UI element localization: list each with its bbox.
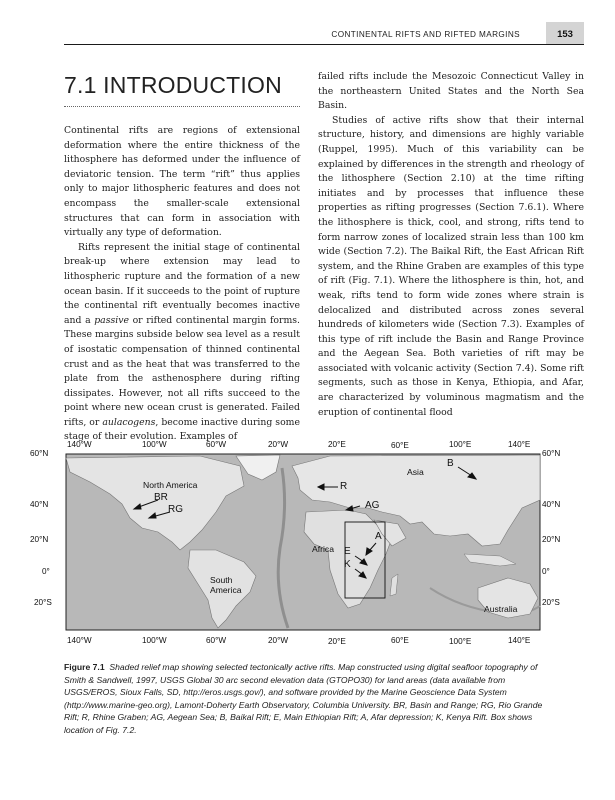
right-column xyxy=(318,70,584,420)
lat-label-left-1: 60°N xyxy=(30,449,49,458)
lat-label-right-2: 40°N xyxy=(542,500,561,509)
caption-text: Shaded relief map showing selected tectonically active rifts. Map constructed using digital seafloor topography of Smith & Sandwell, 1997, USGS Global 30 arc second elevation data (GTOPO30) for land areas (data available from USGS/EROS, Sioux Falls, SD, http://eros.usgs.gov/), and software provided by the Marine Geoscience Data System (http://www.marine-geo.org), Lamont-Doherty Earth Observatory, Columbia University. BR, Basin and Range; RG, Rio Grande Rift; R, Rhine Graben; AG, Aegean Sea; B, Baikal Rift; E, Main Ethiopian Rift; A, Afar depression; K, Kenya Rift. Box shows location of Fig. 7.2. xyxy=(64,662,543,735)
rift-label-br: BR xyxy=(154,492,168,503)
lon-label-top-7: 100°E xyxy=(449,440,472,449)
lon-label-bottom-7: 100°E xyxy=(449,637,472,646)
lon-label-top-8: 140°E xyxy=(508,440,531,449)
figure-caption xyxy=(64,661,558,737)
rift-label-a: A xyxy=(375,531,382,542)
page-number: 153 xyxy=(546,22,584,44)
lon-label-bottom-6: 60°E xyxy=(391,636,409,645)
shaded-relief-map xyxy=(30,438,590,660)
rift-label-rg: RG xyxy=(168,504,183,515)
rift-label-b: B xyxy=(447,458,454,469)
right-paragraph-2: Studies of active rifts show that their internal structure, history, and dimensions are highly variable (Ruppel, 1995). Much of this variability can be explained by differences in the strength and rheology of the lithosphere (Section 2.10) at the time rifting initiates and by processes that influence these properties as rifting progresses (Section 7.6.1). Where the lithosphere is thick, cool, and strong, rifts tend to form narrow zones of localized strain less than 100 km wide (Section 7.2). The Baikal Rift, the East African Rift system, and the Rhine Graben are examples of this type of rift (Fig. 7.1). Where the lithosphere is thin, hot, and weak, rifts tend to form wide zones where strain is delocalized and distributed across zones several hundreds of kilometers wide (Section 7.3). Examples of this type of rift include the Basin and Range Province and the Aegean Sea. Both varieties of rift may be associated with volcanic activity (Section 7.4). Some rift segments, such as those in Kenya, Ethiopia, and Afar, are characterized by voluminous magmatism and the eruption of continental flood xyxy=(318,114,584,418)
lat-label-left-3: 20°N xyxy=(30,535,49,544)
left-paragraph-1: Continental rifts are regions of extensional deformation where the entire thickness of the lithosphere has deformed under the influence of deviatoric tension. The term “rift” thus applies only to major lithospheric features and does not encompass the smaller-scale extensional structures that can form in association with virtually any type of deformation. xyxy=(64,125,300,239)
lon-label-bottom-5: 20°E xyxy=(328,637,346,646)
running-head xyxy=(64,22,584,44)
lat-label-right-5: 20°S xyxy=(542,598,560,607)
term-aulacogens: aulacogens xyxy=(102,416,156,428)
left-paragraph-2-part-b: or rifted continental margin forms. These margins subside below sea level as a result of isostatic compensation of thinned continental crust and as the heat that was transferred to the plate from the asthenosphere during rifting dissipates. However, not all rifts succeed to the point where new ocean crust is generated. Failed rifts, or xyxy=(64,314,300,428)
header-rule xyxy=(64,44,584,45)
left-paragraph-2-part-a: Rifts represent the initial stage of continental break-up where extension may lead to lithospheric rupture and the formation of a new ocean basin. If it succeeds to the point of rupture the continental rift eventually becomes inactive and a xyxy=(64,241,300,326)
right-paragraph-1: failed rifts include the Mesozoic Connecticut Valley in the northeastern United States and the North Sea Basin. xyxy=(318,71,584,112)
running-title: CONTINENTAL RIFTS AND RIFTED MARGINS xyxy=(331,30,520,39)
lon-label-top-3: 60°W xyxy=(206,440,227,449)
left-paragraph-2-part-c: , become inactive during some stage of their evolution. Examples of xyxy=(64,416,300,443)
section-heading: 7.1 INTRODUCTION xyxy=(64,72,282,98)
lon-label-bottom-3: 60°W xyxy=(206,636,227,645)
rift-label-k: K xyxy=(344,559,351,570)
rift-label-ag: AG xyxy=(365,500,380,511)
region-label-asia: Asia xyxy=(407,467,424,477)
lon-label-top-2: 100°W xyxy=(142,440,167,449)
lon-label-top-6: 60°E xyxy=(391,441,409,450)
lon-label-top-5: 20°E xyxy=(328,440,346,449)
rift-label-r: R xyxy=(340,481,348,492)
region-label-australia: Australia xyxy=(484,604,518,614)
caption-label: Figure 7.1 xyxy=(64,662,105,672)
lon-label-bottom-2: 100°W xyxy=(142,636,167,645)
lat-label-left-2: 40°N xyxy=(30,500,49,509)
lat-label-right-3: 20°N xyxy=(542,535,561,544)
figure-7-1-map xyxy=(30,438,590,660)
region-label-north-america: North America xyxy=(143,480,198,490)
lat-label-right-1: 60°N xyxy=(542,449,561,458)
lon-label-bottom-1: 140°W xyxy=(67,636,92,645)
lon-label-top-1: 140°W xyxy=(67,440,92,449)
lon-label-bottom-4: 20°W xyxy=(268,636,289,645)
lon-label-bottom-8: 140°E xyxy=(508,636,531,645)
region-label-africa: Africa xyxy=(312,544,334,554)
heading-dotted-rule xyxy=(64,106,300,107)
rift-label-e: E xyxy=(344,546,351,557)
left-paragraph-2 xyxy=(64,241,300,445)
left-column xyxy=(64,124,300,445)
region-label-south-america: South America xyxy=(210,575,242,595)
lat-label-left-5: 20°S xyxy=(34,598,52,607)
term-passive: passive xyxy=(94,314,129,326)
lat-label-left-4: 0° xyxy=(42,567,50,576)
lon-label-top-4: 20°W xyxy=(268,440,289,449)
lat-label-right-4: 0° xyxy=(542,567,550,576)
